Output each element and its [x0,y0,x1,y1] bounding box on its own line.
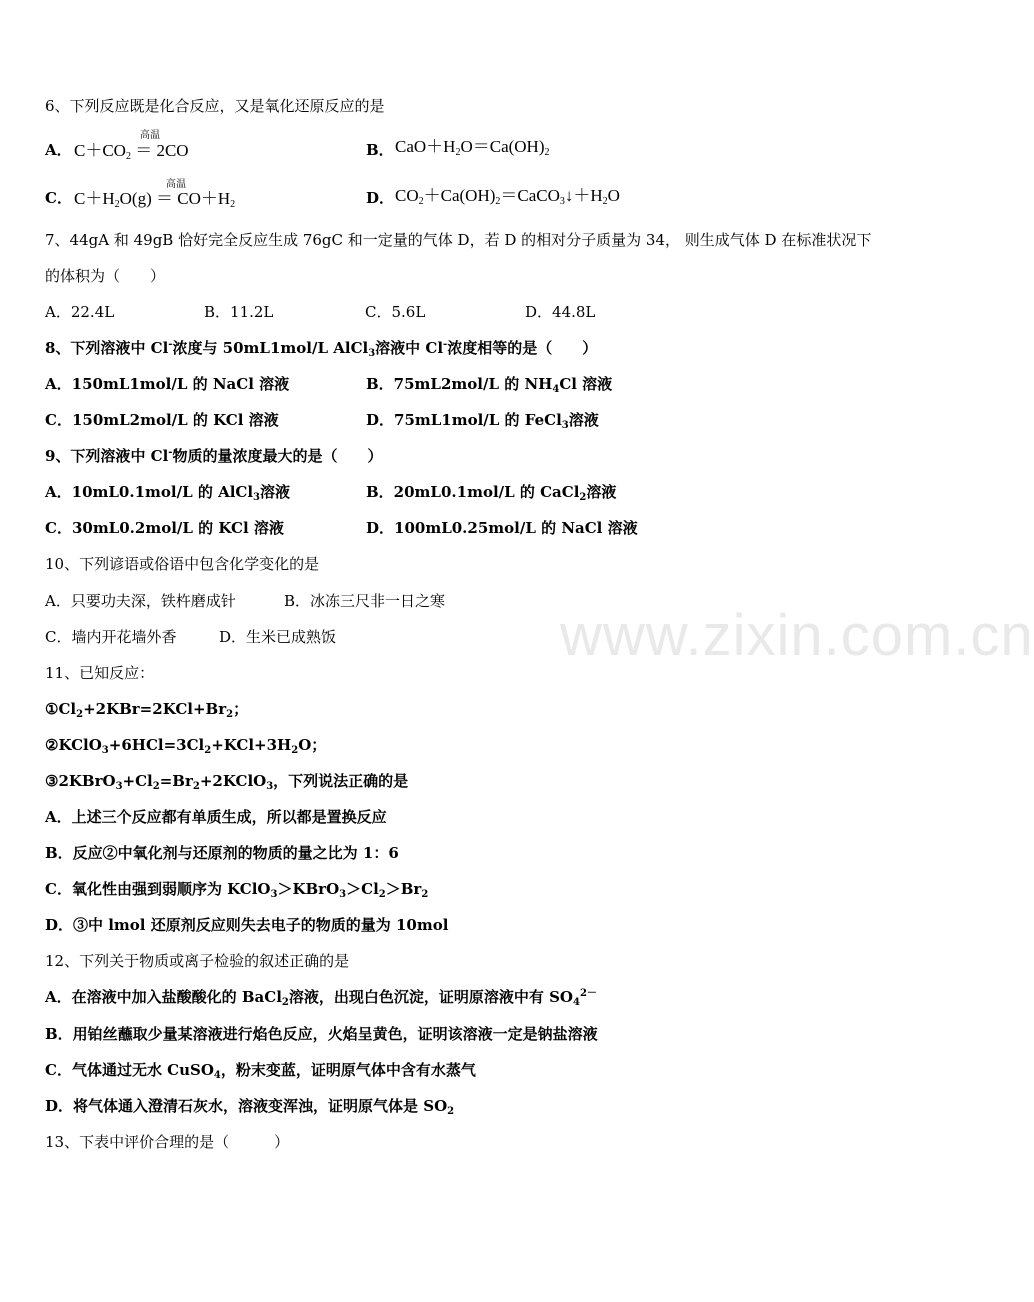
q7-option-c: C．5.6L [365,303,426,321]
q6-option-d-formula: $CO_2+Ca(OH)_2=CaCO_3↓+H_2O$ [395,186,620,207]
q12-stem: 12、下列关于物质或离子检验的叙述正确的是 [45,952,350,970]
q12-option-c: C．气体通过无水 CuSO$_4$，粉末变蓝，证明原气体中含有水蒸气 [45,1061,476,1081]
q7-option-d: D．44.8L [525,303,596,321]
q6-a-condition: 高温 [140,130,160,141]
q11-stem: 11、已知反应： [45,664,155,682]
q11-option-d: D．③中 lmol 还原剂反应则失去电子的物质的量为 10mol [45,916,449,934]
q11-reaction-2: $②KClO_3+6HCl=3Cl_2+KCl+3H_2O$； [45,736,327,756]
watermark: www.zixin.com.cn [560,603,1034,668]
q6-option-a-label: A． [45,141,72,159]
q6-option-a-formula: $C+CO_2 = 2CO$ [74,141,189,162]
q11-option-b: B．反应②中氧化剂与还原剂的物质的量之比为 1：6 [45,844,399,862]
q10-option-c: C．墙内开花墙外香 [45,628,177,646]
q10-option-a: A．只要功夫深，铁杵磨成针 [45,592,236,610]
q9-option-b: B．20mL0.1mol/L 的 CaCl$_2$溶液 [366,483,617,503]
q7-option-a: A．22.4L [45,303,115,321]
q8-option-c: C．150mL2mol/L 的 KCl 溶液 [45,411,279,429]
q11-option-a: A．上述三个反应都有单质生成，所以都是置换反应 [45,808,387,826]
q9-option-a: A．10mL0.1mol/L 的 AlCl$_3$溶液 [45,483,291,503]
q12-option-d: D．将气体通入澄清石灰水，溶液变浑浊，证明原气体是 $SO_2$ [45,1097,455,1117]
q9-option-c: C．30mL0.2mol/L 的 KCl 溶液 [45,519,284,537]
q7-stem-line1: 7、44gA 和 49gB 恰好完全反应生成 76gC 和一定量的气体 D，若 D 的相对分子质量为 34， 则生成气体 D 在标准状况下 [45,231,872,249]
q11-option-c: C．氧化性由强到弱顺序为 $KClO_3>KBrO_3>Cl_2>Br_2$ [45,880,429,900]
q10-option-b: B．冰冻三尺非一日之寒 [284,592,446,610]
q12-option-b: B．用铂丝蘸取少量某溶液进行焰色反应，火焰呈黄色，证明该溶液一定是钠盐溶液 [45,1025,598,1043]
q8-option-d: D．75mL1mol/L 的 FeCl$_3$溶液 [366,411,599,431]
q7-stem-line2: 的体积为（ ） [45,267,166,285]
q13-stem: 13、下表中评价合理的是（ ） [45,1133,290,1151]
q6-option-b-formula: $CaO+H_2O=Ca(OH)_2$ [395,137,550,158]
q8-option-a: A．150mL1mol/L 的 NaCl 溶液 [45,375,290,393]
q7-option-b: B．11.2L [204,303,274,321]
q12-option-a: A．在溶液中加入盐酸酸化的 BaCl$_2$溶液，出现白色沉淀，证明原溶液中有 $SO_4^{2-}$ [45,988,597,1008]
q8-stem: 8、下列溶液中 Cl-浓度与 50mL1mol/L AlCl$_3$溶液中 Cl-浓度相等的是（ ） [45,339,598,359]
q6-option-c-label: C． [45,189,72,207]
q6-stem: 6、下列反应既是化合反应，又是氧化还原反应的是 [45,97,385,115]
q6-c-condition: 高温 [166,179,186,190]
q9-stem: 9、下列溶液中 Cl-物质的量浓度最大的是（ ） [45,447,383,465]
q6-option-d-label: D． [366,189,395,207]
q6-option-b-label: B． [366,141,394,159]
q9-option-d: D．100mL0.25mol/L 的 NaCl 溶液 [366,519,638,537]
q10-option-d: D．生米已成熟饭 [219,628,337,646]
q6-option-c-formula: $C+H_2O(g) = CO+H_2$ [74,189,236,210]
q11-reaction-1: $①Cl_2+2KBr=2KCl+Br_2$； [45,700,249,720]
q11-reaction-3: $③2KBrO_3+Cl_2=Br_2+2KClO_3$，下列说法正确的是 [45,772,409,792]
q8-option-b: B．75mL2mol/L 的 $NH_4Cl$ 溶液 [366,375,613,395]
q10-stem: 10、下列谚语或俗语中包含化学变化的是 [45,555,320,573]
